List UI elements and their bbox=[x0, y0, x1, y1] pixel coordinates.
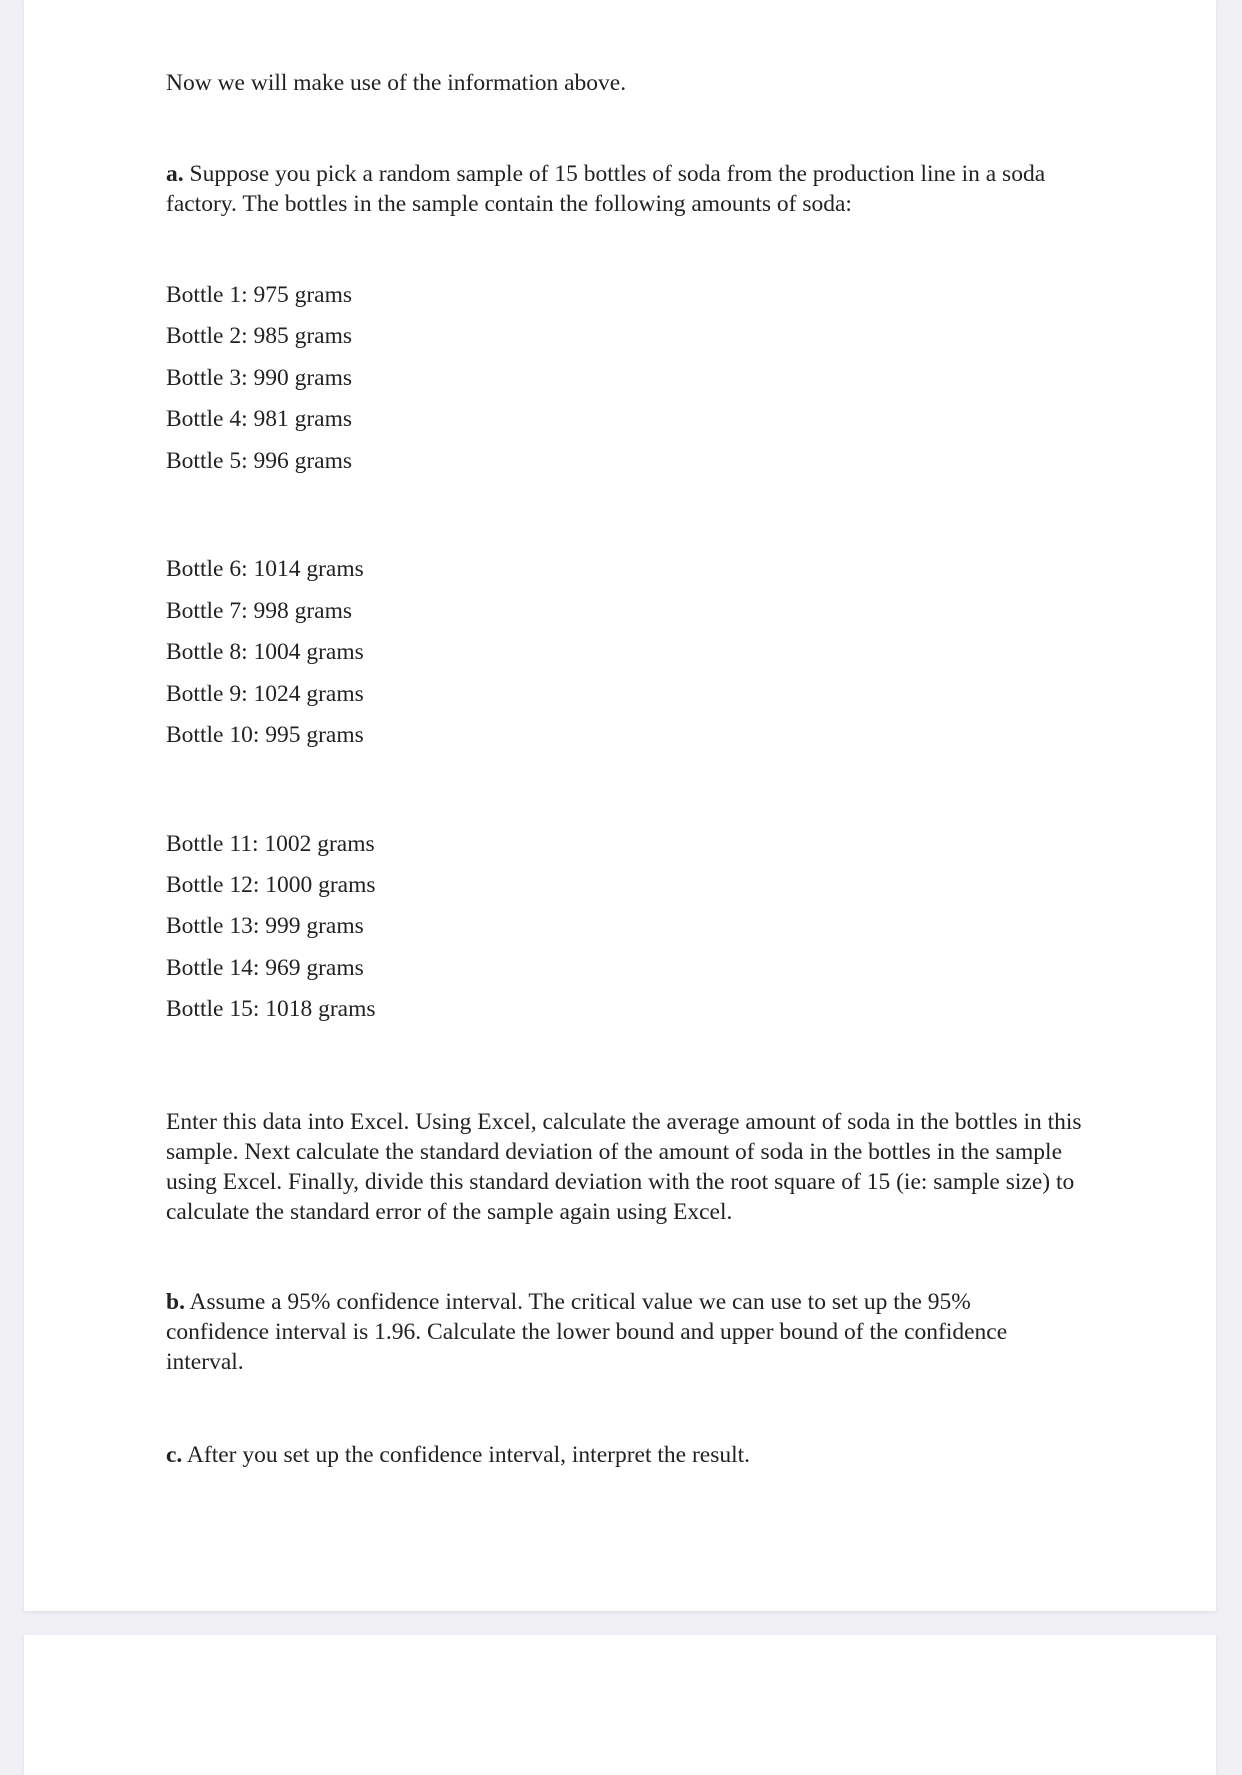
question-b bbox=[166, 1287, 1061, 1377]
list-item: Bottle 6: 1014 grams bbox=[166, 556, 364, 582]
list-item: Bottle 9: 1024 grams bbox=[166, 681, 364, 707]
list-item: Bottle 4: 981 grams bbox=[166, 406, 353, 432]
list-item: Bottle 14: 969 grams bbox=[166, 955, 364, 981]
list-item: Bottle 13: 999 grams bbox=[166, 913, 364, 939]
list-item: Bottle 10: 995 grams bbox=[166, 722, 364, 748]
question-c bbox=[166, 1440, 750, 1470]
question-a-text: Suppose you pick a random sample of 15 bottles of soda from the production line in a soda factory. The bottles in the sample contain the following amounts of soda: bbox=[166, 161, 1046, 217]
next-document-page bbox=[24, 1635, 1216, 1775]
list-item: Bottle 5: 996 grams bbox=[166, 448, 353, 474]
list-item: Bottle 12: 1000 grams bbox=[166, 872, 376, 898]
list-item: Bottle 11: 1002 grams bbox=[166, 831, 375, 857]
instructions-paragraph: Enter this data into Excel. Using Excel, calculate the average amount of soda in the bottles in this sample. Next calculate the standard deviation of the amount of soda in the bottles in the sample using Excel. Finally, divide this standard deviation with the root square of 15 (ie: sample size) to calculate the standard error of the sample again using Excel. bbox=[166, 1109, 1082, 1225]
list-item: Bottle 15: 1018 grams bbox=[166, 996, 376, 1022]
list-item: Bottle 2: 985 grams bbox=[166, 323, 353, 349]
question-c-text: After you set up the confidence interval, interpret the result. bbox=[182, 1442, 751, 1468]
list-item: Bottle 7: 998 grams bbox=[166, 598, 353, 624]
question-a bbox=[166, 159, 1096, 219]
list-item: Bottle 8: 1004 grams bbox=[166, 639, 364, 665]
list-item: Bottle 3: 990 grams bbox=[166, 365, 353, 391]
question-a-label: a. bbox=[166, 161, 184, 187]
list-item: Bottle 1: 975 grams bbox=[166, 282, 353, 308]
question-c-label: c. bbox=[166, 1442, 183, 1468]
question-b-label: b. bbox=[166, 1289, 185, 1315]
intro-paragraph: Now we will make use of the information above. bbox=[166, 70, 627, 96]
question-b-text: Assume a 95% confidence interval. The critical value we can use to set up the 95% confidence interval is 1.96. Calculate the lower bound and upper bound of the confidence interval. bbox=[166, 1289, 1008, 1375]
document-page bbox=[24, 0, 1216, 1611]
